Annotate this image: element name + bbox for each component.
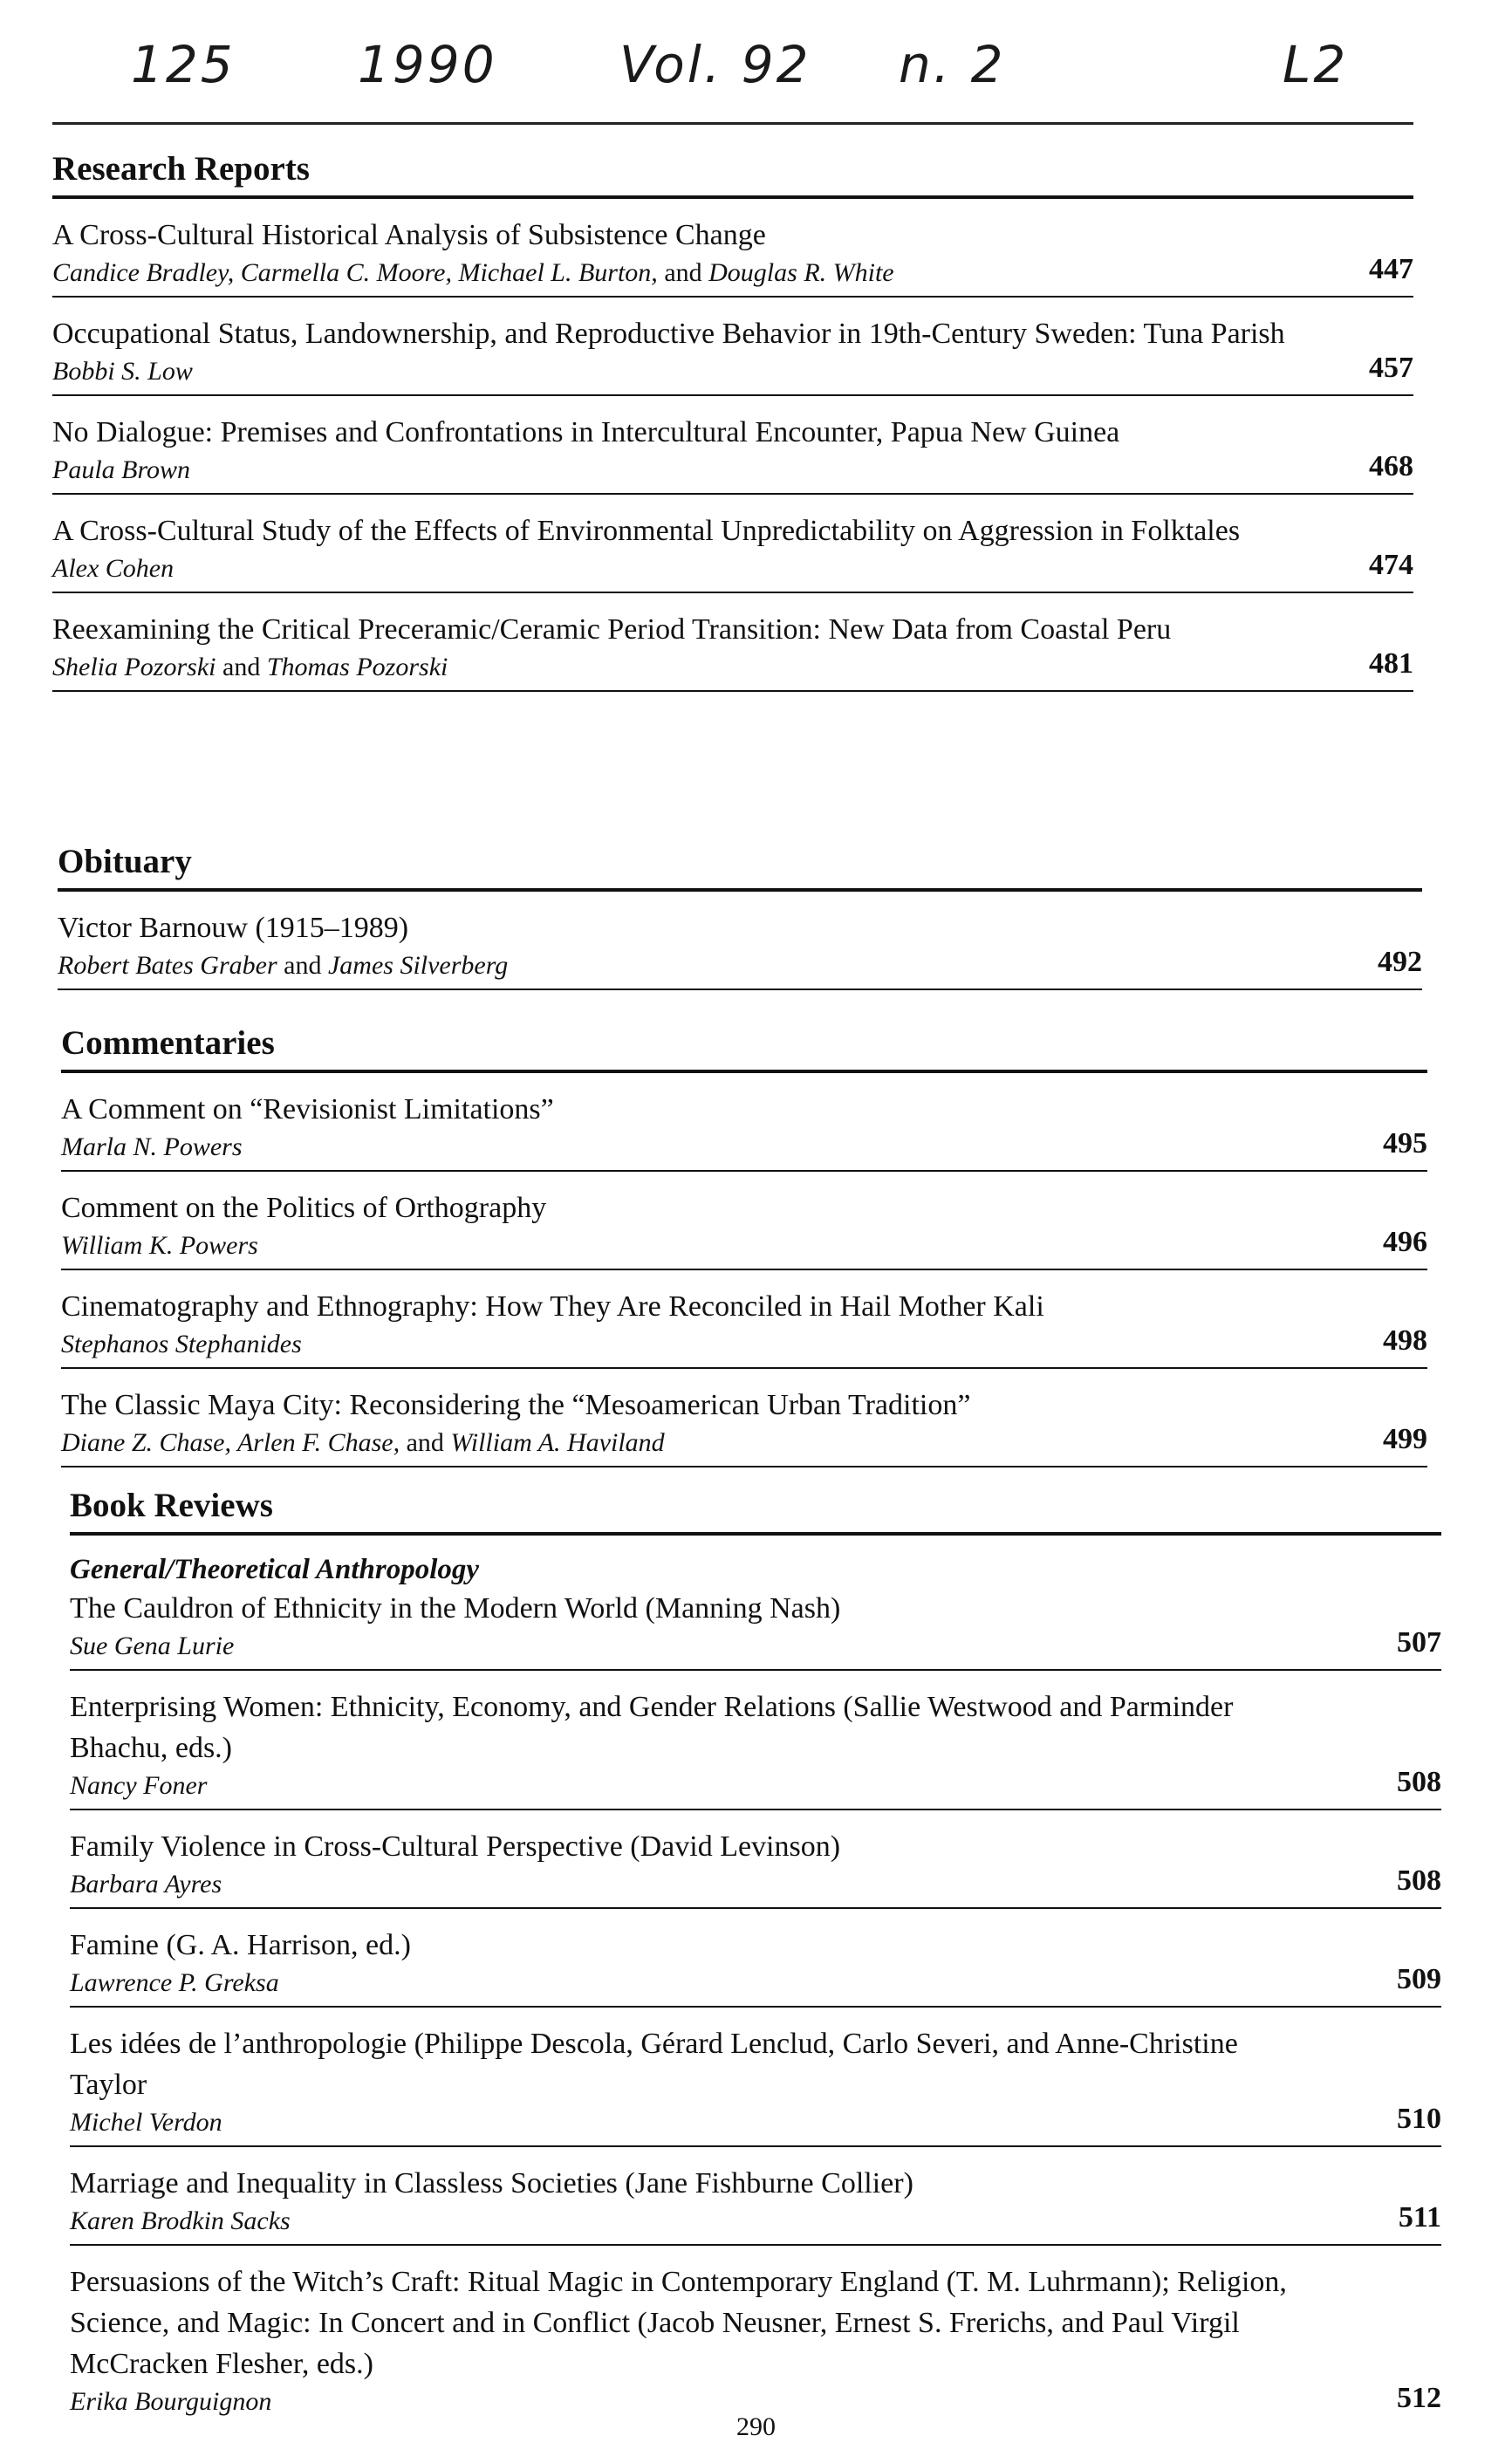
author-text: Erika Bourguignon bbox=[70, 2387, 272, 2416]
handwritten-year: 1990 bbox=[358, 35, 497, 94]
author-text: Alex Cohen bbox=[52, 554, 174, 583]
entry-title: A Comment on “Revisionist Limitations” bbox=[61, 1093, 554, 1125]
entry-title: Family Violence in Cross-Cultural Perspective (David Levinson) bbox=[70, 1830, 841, 1863]
toc-entry bbox=[70, 1925, 1441, 2008]
entry-page-number: 481 bbox=[1369, 647, 1413, 680]
entry-title: A Cross-Cultural Study of the Effects of Environmental Unpredictability on Aggression in Folktales bbox=[52, 515, 1241, 547]
section-heading: Commentaries bbox=[61, 1021, 1427, 1073]
section-commentaries bbox=[61, 1021, 1427, 1483]
toc-entry bbox=[70, 1686, 1441, 1810]
entry-authors bbox=[52, 256, 1291, 291]
toc-entry bbox=[58, 907, 1422, 990]
entry-list bbox=[61, 1089, 1427, 1467]
entry-title: Enterprising Women: Ethnicity, Economy, and Gender Relations (Sallie Westwood and Parminder Bhachu, eds.) bbox=[70, 1691, 1234, 1764]
entry-title: Les idées de l’anthropologie (Philippe Descola, Gérard Lenclud, Carlo Severi, and Anne-Christine Taylor bbox=[70, 2028, 1238, 2101]
entry-page-number: 498 bbox=[1383, 1324, 1427, 1357]
entry-authors bbox=[61, 1228, 1305, 1263]
author-text: Douglas R. White bbox=[708, 258, 894, 287]
entry-list bbox=[52, 215, 1413, 692]
page-number: 290 bbox=[736, 2412, 776, 2441]
section-heading: Obituary bbox=[58, 839, 1422, 892]
section-heading: Book Reviews bbox=[70, 1483, 1441, 1536]
author-text: Sue Gena Lurie bbox=[70, 1632, 235, 1660]
entry-page-number: 457 bbox=[1369, 352, 1413, 384]
toc-entry bbox=[70, 1826, 1441, 1909]
entry-list bbox=[58, 907, 1422, 990]
entry-page-number: 512 bbox=[1397, 2382, 1441, 2414]
toc-entry bbox=[61, 1385, 1427, 1467]
entry-page-number: 495 bbox=[1383, 1127, 1427, 1160]
toc-entry bbox=[61, 1286, 1427, 1369]
author-text: Diane Z. Chase, Arlen F. Chase, bbox=[61, 1428, 400, 1457]
entry-title: Marriage and Inequality in Classless Societies (Jane Fishburne Collier) bbox=[70, 2167, 913, 2199]
entry-authors bbox=[70, 1867, 1319, 1902]
handwritten-volume: Vol. 92 bbox=[619, 35, 811, 94]
entry-page-number: 507 bbox=[1397, 1626, 1441, 1659]
entry-authors bbox=[70, 2105, 1319, 2140]
section-heading: Research Reports bbox=[52, 147, 1413, 199]
author-text: Bobbi S. Low bbox=[52, 357, 193, 386]
subsection-title: General/Theoretical Anthropology bbox=[70, 1554, 480, 1585]
author-text: Robert Bates Graber bbox=[58, 951, 277, 980]
toc-entry bbox=[52, 412, 1413, 495]
author-text: Candice Bradley, Carmella C. Moore, Michael L. Burton, bbox=[52, 258, 658, 287]
author-text: Karen Brodkin Sacks bbox=[70, 2206, 291, 2235]
entry-authors bbox=[70, 2204, 1319, 2239]
author-text: Lawrence P. Greksa bbox=[70, 1968, 279, 1997]
toc-entry bbox=[52, 313, 1413, 396]
toc-entry bbox=[52, 215, 1413, 298]
entry-authors bbox=[52, 551, 1291, 586]
author-text: Michel Verdon bbox=[70, 2108, 222, 2137]
entry-title: Reexamining the Critical Preceramic/Ceramic Period Transition: New Data from Coastal Peru bbox=[52, 613, 1172, 646]
toc-entry bbox=[61, 1089, 1427, 1172]
entry-title: Cinematography and Ethnography: How They Are Reconciled in Hail Mother Kali bbox=[61, 1290, 1044, 1323]
entry-title: Occupational Status, Landownership, and Reproductive Behavior in 19th-Century Sweden: Tuna Parish bbox=[52, 318, 1285, 350]
author-text: Nancy Foner bbox=[70, 1771, 208, 1800]
toc-entry bbox=[70, 2261, 1441, 2425]
author-text: and bbox=[657, 258, 709, 287]
entry-page-number: 492 bbox=[1378, 946, 1422, 978]
author-text: and bbox=[277, 951, 328, 980]
author-text: William A. Haviland bbox=[450, 1428, 665, 1457]
author-text: Stephanos Stephanides bbox=[61, 1330, 302, 1358]
author-text: Marla N. Powers bbox=[61, 1132, 243, 1161]
entry-list bbox=[70, 1588, 1441, 2425]
entry-authors bbox=[61, 1130, 1305, 1165]
top-rule bbox=[52, 122, 1413, 125]
handwritten-number: n. 2 bbox=[899, 35, 1006, 94]
author-text: Paula Brown bbox=[52, 455, 191, 484]
section-research-reports bbox=[52, 147, 1413, 708]
entry-authors bbox=[61, 1426, 1305, 1461]
entry-title: The Classic Maya City: Reconsidering the “Mesoamerican Urban Tradition” bbox=[61, 1389, 971, 1421]
author-text: William K. Powers bbox=[61, 1231, 258, 1260]
toc-entry bbox=[52, 510, 1413, 593]
section-book-reviews bbox=[70, 1483, 1441, 2440]
entry-title: Victor Barnouw (1915–1989) bbox=[58, 912, 409, 944]
author-text: and bbox=[400, 1428, 451, 1457]
author-text: Shelia Pozorski bbox=[52, 653, 216, 681]
author-text: Barbara Ayres bbox=[70, 1870, 222, 1898]
entry-title: The Cauldron of Ethnicity in the Modern World (Manning Nash) bbox=[70, 1592, 841, 1625]
entry-authors bbox=[52, 650, 1291, 685]
section-obituary bbox=[58, 839, 1422, 1006]
author-text: Thomas Pozorski bbox=[266, 653, 448, 681]
entry-title: Comment on the Politics of Orthography bbox=[61, 1192, 547, 1224]
toc-entry bbox=[70, 1588, 1441, 1671]
entry-page-number: 447 bbox=[1369, 253, 1413, 285]
entry-page-number: 511 bbox=[1398, 2201, 1441, 2234]
entry-page-number: 509 bbox=[1397, 1963, 1441, 1995]
entry-authors bbox=[70, 1966, 1319, 2001]
toc-entry bbox=[52, 609, 1413, 692]
author-text: James Silverberg bbox=[327, 951, 509, 980]
entry-title: Famine (G. A. Harrison, ed.) bbox=[70, 1929, 411, 1961]
toc-entry bbox=[70, 2163, 1441, 2246]
entry-authors bbox=[52, 354, 1291, 389]
entry-page-number: 496 bbox=[1383, 1226, 1427, 1258]
entry-authors bbox=[70, 1629, 1319, 1664]
entry-authors bbox=[52, 453, 1291, 488]
entry-page-number: 474 bbox=[1369, 549, 1413, 581]
entry-authors bbox=[70, 1768, 1319, 1803]
entry-page-number: 510 bbox=[1397, 2103, 1441, 2135]
toc-entry bbox=[70, 2023, 1441, 2147]
author-text: and bbox=[216, 653, 267, 681]
entry-authors bbox=[58, 948, 1300, 983]
entry-authors bbox=[61, 1327, 1305, 1362]
handwritten-code: L2 bbox=[1283, 35, 1349, 94]
toc-entry bbox=[61, 1187, 1427, 1270]
entry-page-number: 468 bbox=[1369, 450, 1413, 482]
entry-title: Persuasions of the Witch’s Craft: Ritual Magic in Contemporary England (T. M. Luhrmann); Religion, Science, and Magic: In Concert and in Conflict (Jacob Neusner, Ernest S. Frerichs, and Paul Virgil McCracken Flesher, eds.) bbox=[70, 2266, 1287, 2380]
entry-title: No Dialogue: Premises and Confrontations in Intercultural Encounter, Papua New Guinea bbox=[52, 416, 1120, 448]
entry-page-number: 508 bbox=[1397, 1766, 1441, 1798]
handwritten-note bbox=[131, 26, 1405, 113]
handwritten-volume-id: 125 bbox=[131, 35, 236, 94]
entry-page-number: 499 bbox=[1383, 1423, 1427, 1455]
entry-title: A Cross-Cultural Historical Analysis of Subsistence Change bbox=[52, 219, 766, 251]
entry-page-number: 508 bbox=[1397, 1864, 1441, 1897]
